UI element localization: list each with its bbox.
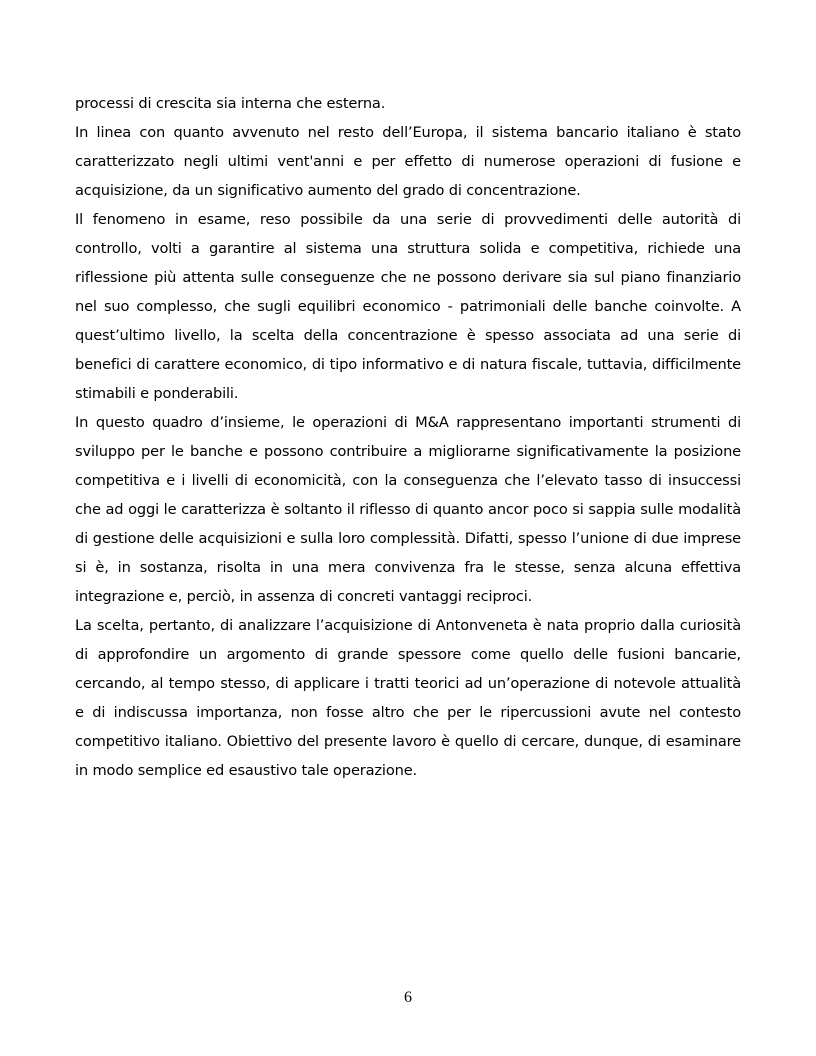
page-number: 6: [404, 989, 412, 1006]
body-text: [75, 89, 741, 785]
paragraph-1: processi di crescita sia interna che esterna.: [75, 95, 386, 112]
paragraph-3: Il fenomeno in esame, reso possibile da una serie di provvedimenti delle autorità di controllo, volti a garantire al sistema una struttura solida e competitiva, richiede una riflessione più attenta sulle conseguenze che ne possono derivare sia sul piano finanziario nel suo complesso, che sugli equilibri economico - patrimoniali delle banche coinvolte. A quest’ultimo livello, la scelta della concentrazione è spesso associata ad una serie di benefici di carattere economico, di tipo informativo e di natura fiscale, tuttavia, difficilmente stimabili e ponderabili.: [75, 211, 741, 402]
paragraph-4: In questo quadro d’insieme, le operazioni di M&A rappresentano importanti strumenti di sviluppo per le banche e possono contribuire a migliorarne significativamente la posizione competitiva e i livelli di economicità, con la conseguenza che l’elevato tasso di insuccessi che ad oggi le caratterizza è soltanto il riflesso di quanto ancor poco si sappia sulle modalità di gestione delle acquisizioni e sulla loro complessità. Difatti, spesso l’unione di due imprese si è, in sostanza, risolta in una mera convivenza fra le stesse, senza alcuna effettiva integrazione e, perciò, in assenza di concreti vantaggi reciproci.: [75, 414, 741, 605]
paragraph-5: La scelta, pertanto, di analizzare l’acquisizione di Antonveneta è nata proprio dalla curiosità di approfondire un argomento di grande spessore come quello delle fusioni bancarie, cercando, al tempo stesso, di applicare i tratti teorici ad un’operazione di notevole attualità e di indiscussa importanza, non fosse altro che per le ripercussioni avute nel contesto competitivo italiano. Obiettivo del presente lavoro è quello di cercare, dunque, di esaminare in modo semplice ed esaustivo tale operazione.: [75, 617, 741, 779]
paragraph-2: In linea con quanto avvenuto nel resto dell’Europa, il sistema bancario italiano è stato caratterizzato negli ultimi vent'anni e per effetto di numerose operazioni di fusione e acquisizione, da un significativo aumento del grado di concentrazione.: [75, 124, 741, 199]
